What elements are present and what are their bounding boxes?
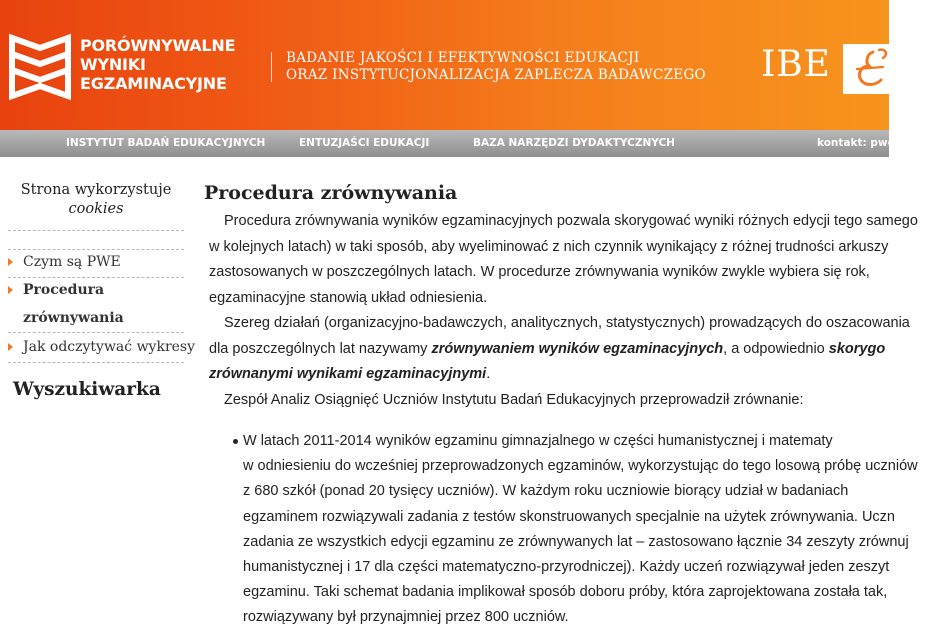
text-line: Szereg działań (organizacyjno-badawczych, analitycznych, statystycznych) prowadzących do oszacowania — [224, 315, 910, 331]
ibe-logo-text[interactable]: IBE — [761, 44, 831, 85]
emphasis-term: zrównanymi wynikami egzaminacyjnymi — [209, 366, 487, 382]
paragraph-team — [209, 388, 909, 414]
nav-contact[interactable]: kontakt: pwe — [817, 137, 895, 149]
text-run: , a odpowiednio — [723, 340, 829, 357]
nav-item-ibe[interactable]: INSTYTUT BADAŃ EDUKACYJNYCH — [66, 137, 266, 149]
text-line: egzaminem rozwiązywali zadania z testów skonstruowanych specjalnie na użytek zrównywania. Uczn — [243, 508, 895, 525]
paragraph-definition — [209, 311, 909, 388]
text-line: zadania ze wszystkich edycji egzaminu ze zrównywanych lat – zastosowano łącznie 34 zeszyty zrównuj — [243, 533, 909, 550]
emphasis-term: zrównywaniem wyników egzaminacyjnych — [431, 340, 724, 357]
cookie-notice-line1: Strona wykorzystuje — [20, 182, 172, 198]
arrow-right-icon — [8, 343, 13, 351]
search-heading: Wyszukiwarka — [13, 379, 161, 400]
main-content — [204, 157, 918, 626]
text-line: egzaminu. Taki schemat badania implikował sposób doboru próby, która zaprojektowana została tak, — [243, 584, 888, 601]
bullet-dot-icon — [233, 439, 238, 444]
sidebar-item-label: zrównywania — [23, 310, 124, 326]
main-nav — [0, 130, 895, 157]
nav-item-entuzjasci[interactable]: ENTUZJAŚCI EDUKACJI — [299, 137, 430, 149]
text-line: zastosowanych w poszczególnych latach. W procedurze zrównywania wyników zwykle wybiera się rok, — [209, 264, 870, 280]
text-line: egzaminacyjne stanowią układ odniesienia. — [209, 289, 488, 306]
logo-line-2: WYNIKI — [80, 55, 146, 74]
sidebar-item-czym-sa-pwe[interactable] — [8, 248, 184, 276]
text-line: w odniesieniu do wcześniej przeprowadzonych egzaminów, wykorzystując do tego losową próbę uczniów — [243, 458, 918, 475]
header-tagline — [286, 50, 706, 84]
sidebar-item-procedura-zrownywania[interactable] — [8, 276, 184, 332]
sidebar-divider — [8, 362, 184, 363]
arrow-right-icon — [8, 286, 13, 294]
sidebar-item-label: Jak odczytywać wykresy — [23, 339, 196, 355]
text-line: w kolejnych latach) w taki sposób, aby wyeliminować z nich czynnik wynikający z różnej trudności arkuszy — [209, 238, 889, 255]
cookie-notice[interactable] — [8, 181, 184, 219]
header-divider — [271, 52, 272, 82]
logo-line-1: PORÓWNYWALNE — [80, 36, 236, 55]
tagline-line-1: BADANIE JAKOŚCI I EFEKTYWNOŚCI EDUKACJI — [286, 50, 640, 66]
nav-item-baza[interactable]: BAZA NARZĘDZI DYDAKTYCZNYCH — [473, 137, 675, 149]
site-header — [0, 0, 889, 130]
cookie-notice-line2: cookies — [68, 201, 124, 217]
pwe-logo-icon[interactable] — [7, 34, 73, 100]
text-run: dla poszczególnych lat nazywamy — [209, 340, 432, 357]
emphasis-term: skorygo — [828, 340, 886, 357]
text-line: rozwiązywany był przynajmniej przez 800 uczniów. — [243, 609, 569, 626]
text-line: Procedura zrównywania wyników egzaminacyjnych pozwala skorygować wyniki różnych edycji tego samego — [224, 213, 918, 229]
list-item — [243, 429, 943, 631]
text-line: W latach 2011-2014 wyników egzaminu gimnazjalnego w części humanistycznej i matematy — [243, 433, 833, 449]
text-line — [209, 337, 909, 363]
paragraph-intro — [209, 209, 918, 311]
logo-line-3: EGZAMINACYJNE — [80, 74, 227, 93]
page-title: Procedura zrównywania — [204, 182, 458, 204]
text-line: z 680 szkół (ponad 20 tysięcy uczniów). W każdym roku uczniowie biorący udział w badaniach — [243, 483, 849, 500]
sidebar-divider — [8, 230, 184, 231]
arrow-right-icon — [8, 258, 13, 266]
sidebar-item-label: Procedura — [23, 282, 105, 298]
text-line: humanistycznej i 17 dla części matematyczno-przyrodniczej). Każdy uczeń rozwiązywał jeden zeszyt — [243, 559, 890, 576]
ibe-logo-icon[interactable] — [843, 44, 895, 94]
text-run: . — [486, 366, 491, 382]
text-line — [209, 362, 909, 388]
sidebar-item-label: Czym są PWE — [23, 254, 121, 270]
logo-text[interactable] — [80, 36, 235, 93]
sidebar-item-jak-odczytywac[interactable] — [8, 333, 196, 361]
tagline-line-2: ORAZ INSTYTUCJONALIZACJA ZAPLECZA BADAWCZEGO — [286, 67, 706, 83]
sidebar — [0, 157, 196, 614]
text-line: Zespół Analiz Osiągnięć Uczniów Instytutu Badań Edukacyjnych przeprowadził zrównanie: — [224, 392, 804, 408]
